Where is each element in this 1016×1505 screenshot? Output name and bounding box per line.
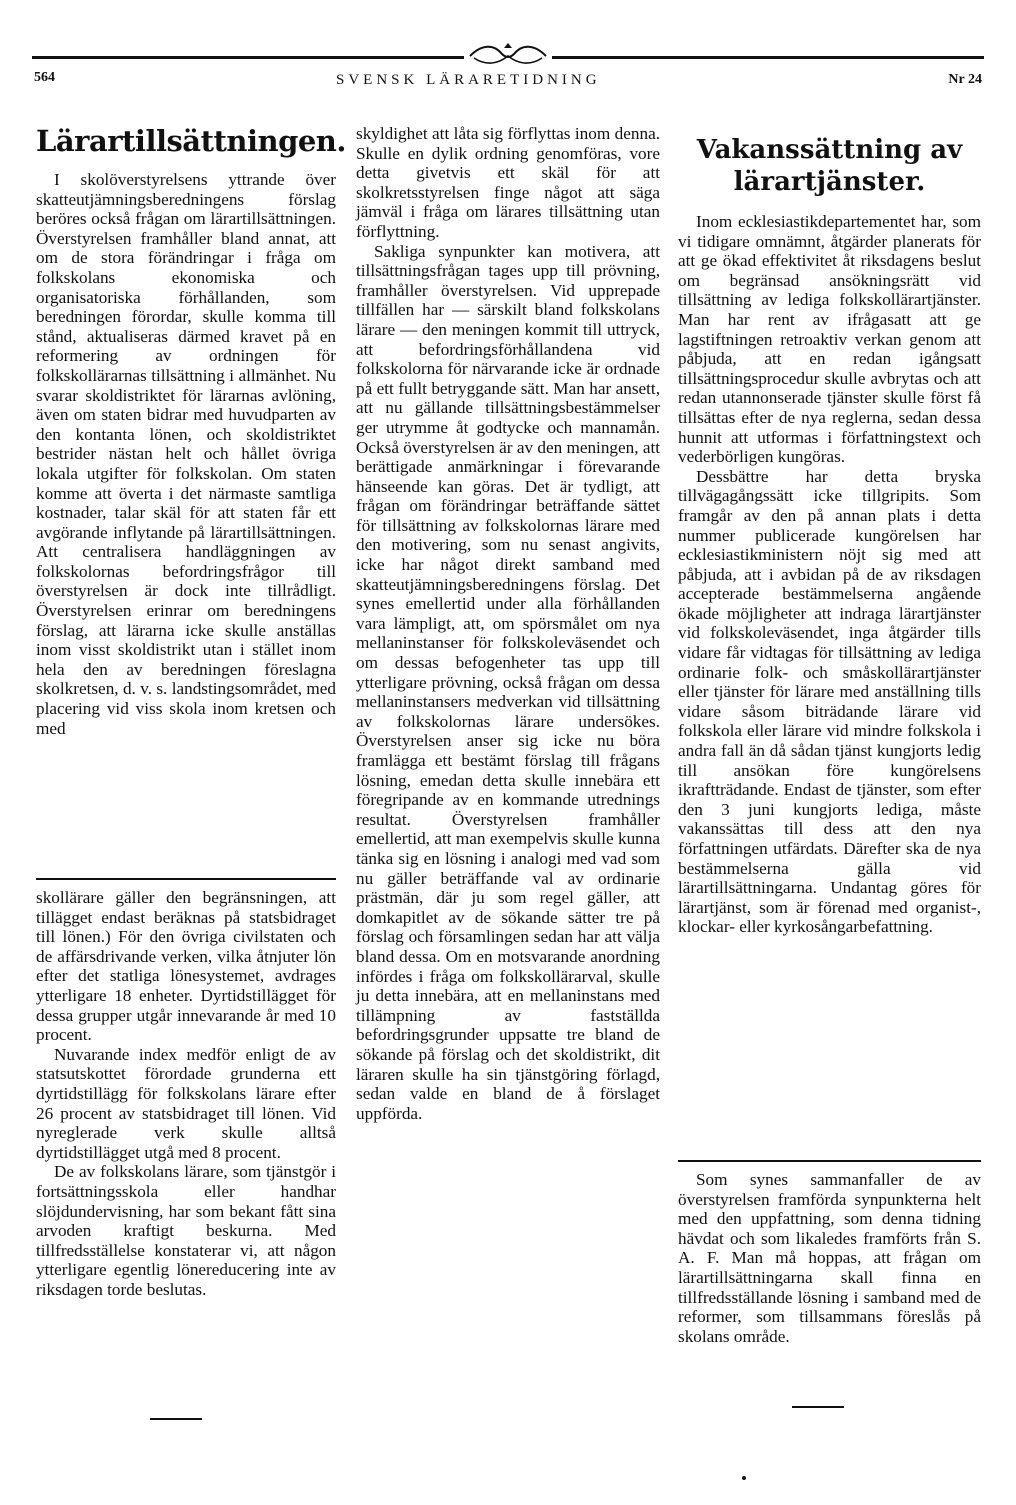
article1-paragraph: Sakliga synpunkter kan motivera, att tillsättningsfrågan tages upp till prövning, framhåller överstyrelsen. Vid upprepade tillfällen har — särskilt bland folkskolans lärare — den meningen kommit till uttryck, att befordringsförhållandena vid folkskolorna för närvarande icke är ordnade på ett fullt betryggande sätt. Man har ansett, att nu gällande tillsättningsbestämmelser ger utrymme åt godtycke och mannamån. Också överstyrelsen är av den meningen, att berättigade anmärkningar i förevarande hänseende kan göras. Det är tydligt, att frågan om förändringar beträffande sättet för tillsättning av folkskolornas lärare med den motivering, som nu senast angivits, icke har något direkt samband med skatteutjämningsberedningens förslag. Det synes emellertid under alla förhållanden vara lämpligt, att, om spörsmålet om nya mellaninstanser för folkskoleväsendet och om dessas befogenheter tas upp till ytterligare prövning, också frågan om dessa mellaninstansers medverkan vid tillsättning av folkskolornas lärare undersökes. Överstyrelsen anser sig icke nu böra framlägga ett bestämt förslag till frågans lösning, emedan detta skulle innebära ett föregripande av en kommande utrednings resultat. Överstyrelsen framhåller emellertid, att man exempelvis skulle kunna tänka sig en lösning i analogi med vad som nu gäller beträffande val av ordinarie prästmän, där ju som regel gäller, att domkapitlet av de sökande sätter tre på förslag och församlingen sedan har att välja bland dessa. Om en motsvarande anordning infördes i fråga om folkskollärarval, skulle ju detta innebära, att en mellaninstans med tillämpning av fastställda befordringsgrunder uppsatte tre bland de sökande på förslag och det skoldistrikt, dit läraren skulle ha sin tjänstgöring förlagd, sedan valde en bland de å förslaget uppförda. xyxy=(356,241,661,1123)
article1-paragraph: I skolöverstyrelsens yttrande över skatteutjämningsberedningens förslag beröres också frågan om lärartillsättningen. Överstyrelsen framhåller bland annat, att om de stora förändringar i fråga om folkskolans ekonomiska och organisatoriska förhållanden, som beredningen förordar, skulle komma till stånd, aktualiseras därmed kravet på en reformering av ordningen för folkskollärarnas tillsättning i allmänhet. Nu svarar skoldistriktet för lärarnas avlöning, även om staten bidrar med huvudparten av den kontanta lönen, och skoldistriktet bestrider nästan helt och hållet övriga lokala utgifter för folkskolan. Om staten komme att överta i det närmaste samtliga kostnader, talar skäl för att staten får ett avgörande inflytande på lärartillsättningen. Att centralisera handläggningen av folkskolornas befordringsfrågor till överstyrelsen är dock inte tillrådligt. Överstyrelsen erinrar om beredningens förslag, att lärarna icke skulle anställas inom visst skoldistrikt utan i stället inom hela den av beredningen föreslagna skolkretsen, d. v. s. landstingsområdet, med placering vid viss skola inom kretsen och med xyxy=(36,170,336,738)
column-separator xyxy=(36,878,336,880)
article-title-vakanssattning xyxy=(678,134,981,198)
article0-paragraph: skollärare gäller den begränsningen, att tillägget endast beräknas på statsbidraget till lönen.) För den övriga civilstaten och de affärsdrivande verken, vilka åtnjuter lön efter det statliga lönesystemet, avdrages ytterligare 18 enheter. Dyrtidstillägget för dessa grupper utgår innevarande år med 10 procent. xyxy=(36,888,336,1045)
article0-paragraph: Nuvarande index medför enligt de av statsutskottet förordade grunderna ett dyrtidstillägg för folkskolans lärare efter 26 procent av statsbidraget till lönen. Vid nyreglerade verk skulle alltså dyrtidstillägget utgå med 8 procent. xyxy=(36,1044,336,1162)
column-separator xyxy=(678,1160,981,1162)
page-number: 564 xyxy=(34,70,55,85)
dot-mark xyxy=(742,1476,746,1480)
journal-name: SVENSK LÄRARETIDNING xyxy=(336,72,601,88)
title-line: Vakanssättning av xyxy=(696,135,963,165)
article2-paragraph: Inom ecklesiastikdepartementet har, som vi tidigare omnämnt, åtgärder planerats för att ge ökad effektivitet åt riksdagens beslut om begränsad ansökningsrätt vid tillsättning av lediga folkskollärartjänster. Man har rent av ifrågasatt att ge lagstiftningen retroaktiv verkan genom att påbjuda, att en redan igångsatt tillsättningsprocedur skulle avbrytas och att redan utannonserade tjänster skulle först få tillsättas efter de nya reglerna, sedan dessa hunnit att utformas i författningstext och vederbörligen kungöras. xyxy=(678,212,981,467)
article0-paragraph: De av folkskolans lärare, som tjänstgör i fortsättningsskola eller handhar slöjdundervisning, har som bekant fått sina arvoden kraftigt beskurna. Med tillfredsställelse konstaterar vi, att någon ytterligare egentlig lönereducering inte av riksdagen torde beslutas. xyxy=(36,1162,336,1299)
title-line: lärartjänster. xyxy=(733,167,926,197)
comment-paragraph: Som synes sammanfaller de av överstyrelsen framförda synpunkterna helt med den uppfattning, som denna tidning hävdat och som likaledes framförts från S. A. F. Man må hoppas, att frågan om lärartillsättningarna skall finna en tillfredsställande lösning i samband med de reformer, som tillsammans föreslås på skolans område. xyxy=(678,1170,981,1346)
article-title-lararetillsattningen: Lärartillsättningen. xyxy=(36,124,346,158)
article2-column xyxy=(678,212,981,937)
end-rule xyxy=(150,1418,202,1420)
ornament-icon xyxy=(464,40,552,68)
article1-column1 xyxy=(36,170,336,738)
end-rule xyxy=(792,1406,844,1408)
article1-paragraph: skyldighet att låta sig förflyttas inom denna. Skulle en dylik ordning genomföras, vore detta givetvis ett skäl för att skolkretsstyrelsen finge något att säga jämväl i fråga om lärares tillsättning utan förflyttning. xyxy=(356,124,660,241)
issue-number: Nr 24 xyxy=(948,72,982,87)
article0-continuation xyxy=(36,888,336,1299)
article1-column2 xyxy=(356,124,660,1123)
article2-paragraph: Dessbättre har detta bryska tillvägagångssätt icke tillgripits. Som framgår av den på annan plats i detta nummer publicerade kungörelsen har ecklesiastikministern nöjt sig med att påbjuda, att i avbidan på de av riksdagen accepterade bestämmelserna angående ökade möjligheter att indraga lärartjänster vid folkskoleväsendet, inga åtgärder tills vidare får vidtagas för tillsättning av lediga ordinarie folk- och småskollärartjänster eller tjänster för lärare med anställning tills vidare såsom biträdande lärare vid folkskola eller lärare vid mindre folkskola i andra fall än då sådan tjänst kungjorts ledig till ansökan före kungörelsens ikraftträdande. Endast de tjänster, som efter den 3 juni kungjorts lediga, måste vakanssättas till dess att den nya författningen utfärdats. Därefter ska de nya bestämmelserna gälla vid lärartillsättningarna. Undantag göres för lärartjänst, som är förenad med organist-, klockar- eller kyrkosångarbefattning. xyxy=(678,466,981,937)
article2-comment xyxy=(678,1170,981,1346)
